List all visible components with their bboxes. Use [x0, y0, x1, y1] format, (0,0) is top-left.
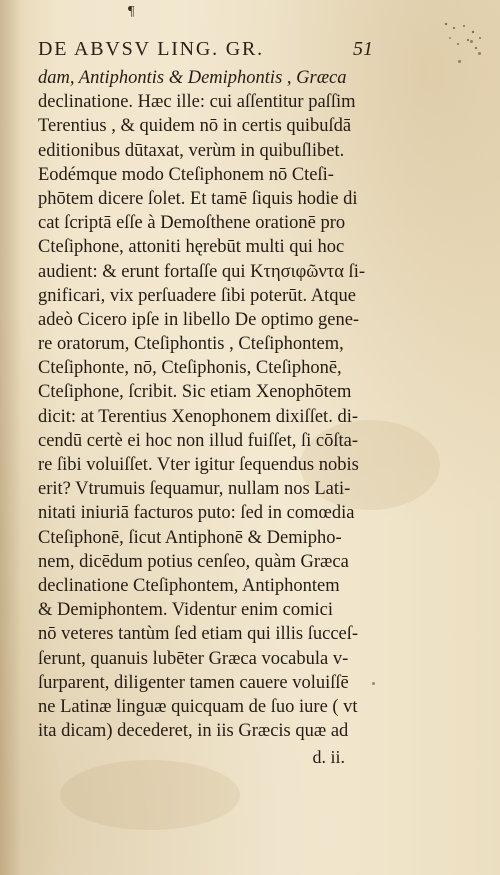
text-line: Cteſiphone, attoniti hęrebūt multi qui hoc: [38, 237, 345, 258]
text-line: Terentius , & quidem nō in certis quibuſdā: [38, 116, 352, 137]
signature-mark: d. ii.: [312, 747, 345, 768]
text-line: declinatione. Hæc ille: cui aſſentitur paſſim: [38, 92, 356, 113]
text-line: nem, dicēdum potius cenſeo, quàm Græca: [38, 551, 349, 572]
text-line: cat ſcriptā eſſe à Demoſthene orationē pro: [38, 213, 346, 234]
text-line: Cteſiphonte, nō, Cteſiphonis, Cteſiphonē,: [38, 358, 342, 379]
text-line: & Demiphontem. Videntur enim comici: [38, 600, 334, 621]
text-line: gnificari, vix perſuadere ſibi poterūt. Atque: [38, 285, 356, 306]
text-line: Eodémque modo Cteſiphonem nō Cteſi-: [38, 164, 334, 185]
running-head: [38, 34, 373, 64]
corner-scribble: [440, 18, 486, 58]
page-number: 51: [353, 38, 373, 60]
running-head-title: DE ABVSV LING. GR.: [38, 38, 264, 60]
text-line: Cteſiphone, ſcribit. Sic etiam Xenophōtem: [38, 382, 352, 403]
text-line: nitati iniuriā facturos puto: ſed in comœdia: [38, 503, 355, 524]
text-line: dicit: at Terentius Xenophonem dixiſſet. di-: [38, 406, 358, 427]
foxing-spot: [458, 60, 461, 63]
text-line: erit? Vtrumuis ſequamur, nullam nos Lati-: [38, 479, 351, 500]
text-line: re oratorum, Cteſiphontis , Cteſiphontem,: [38, 334, 344, 355]
text-line: audient: & erunt fortaſſe qui Κτησιφῶντα ſi-: [38, 261, 366, 282]
text-block: [38, 34, 373, 769]
text-line: nō veteres tantùm ſed etiam qui illis ſucceſ-: [38, 624, 359, 645]
text-line: ſurparent, diligenter tamen cauere voluiſſē: [38, 672, 349, 693]
top-ornament-mark: ¶: [128, 4, 135, 19]
text-line: ſerunt, quanuis lubēter Græca vocabula v-: [38, 648, 349, 669]
text-line: adeò Cicero ipſe in libello De optimo gene-: [38, 309, 360, 330]
text-line: Cteſiphonē, ſicut Antiphonē & Demipho-: [38, 527, 342, 548]
text-line: declinatione Cteſiphontem, Antiphontem: [38, 575, 340, 596]
text-line: phōtem dicere ſolet. Et tamē ſiquis hodie di: [38, 188, 358, 209]
spine-shadow: [0, 0, 22, 875]
paper-stain: [60, 760, 240, 830]
text-line: re ſibi voluiſſet. Vter igitur ſequendus nobis: [38, 455, 359, 475]
text-line: ita dicam) decederet, in iis Græcis quæ ad: [38, 721, 349, 742]
text-line: cendū certè ei hoc non illud fuiſſet, ſi cōſta-: [38, 430, 359, 451]
text-line: ne Latinæ linguæ quicquam de ſuo iure ( vt: [38, 696, 358, 717]
text-line: dam, Antiphontis & Demiphontis , Græca: [38, 68, 347, 88]
text-line: editionibus dūtaxat, verùm in quibuſlibet.: [38, 140, 345, 161]
